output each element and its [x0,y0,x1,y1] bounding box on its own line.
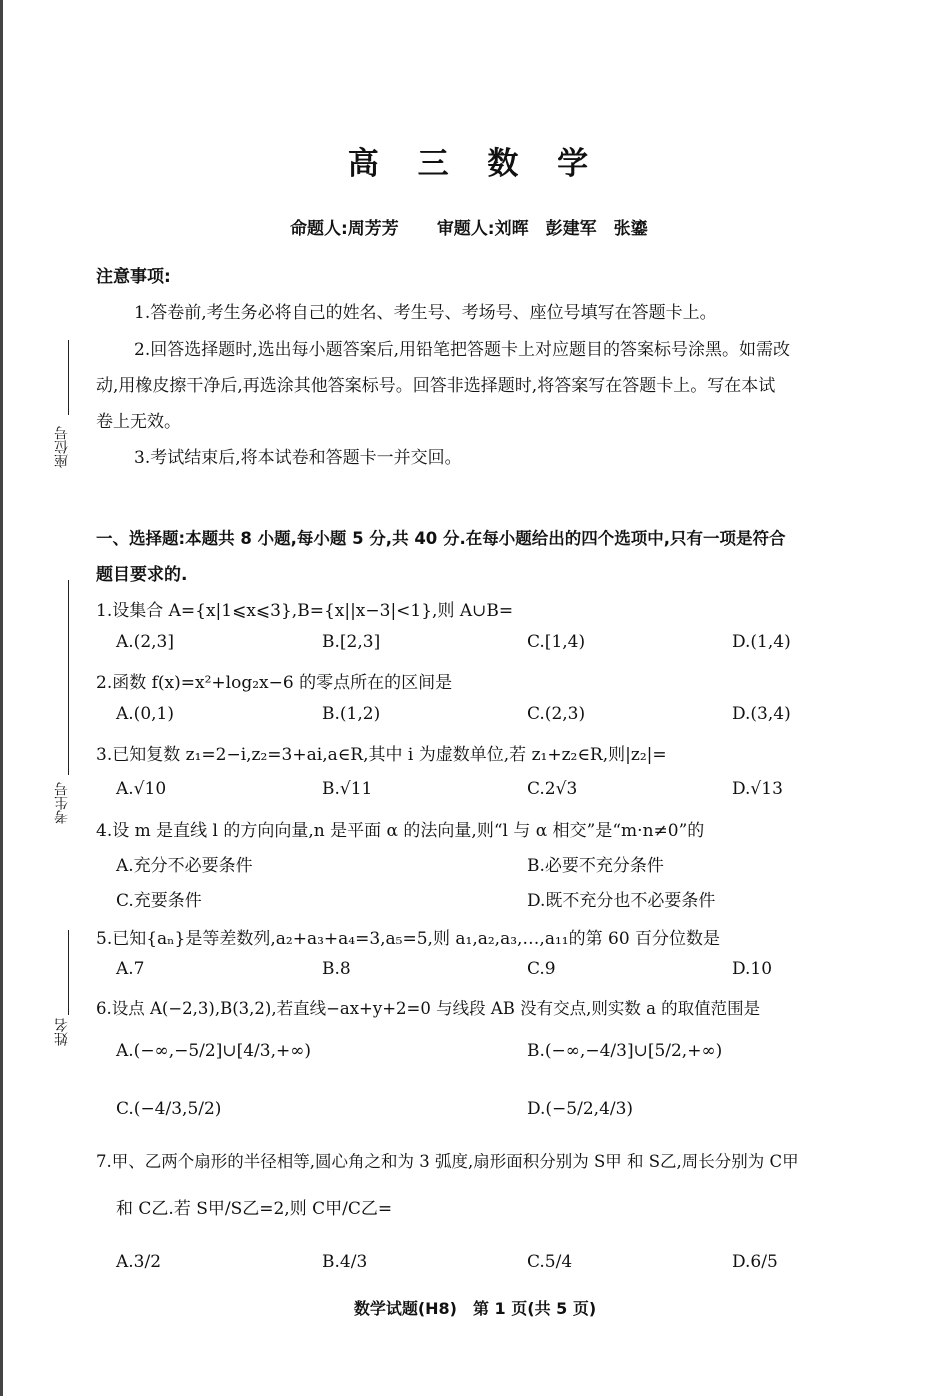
q1-option-a: A.(2,3] [116,632,174,652]
question-6-stem: 6.设点 A(−2,3),B(3,2),若直线−ax+y+2=0 与线段 AB 没有交点,则实数 a 的取值范围是 [96,999,761,1018]
margin-line-exam-no [68,580,69,775]
notice-item-2-line-3: 卷上无效。 [96,412,181,432]
page-footer: 数学试题(H8) 第 1 页(共 5 页) [353,1299,597,1318]
q7-option-b: B.4/3 [322,1252,368,1272]
composer: 命题人:周芳芳 [290,219,399,239]
margin-line-seat [68,340,69,415]
q7-option-d: D.6/5 [732,1252,778,1272]
notice-item-2-line-2: 动,用橡皮擦干净后,再选涂其他答案标号。回答非选择题时,将答案写在答题卡上。写在本试 [96,376,776,396]
authors-line [290,214,648,239]
question-7-stem-line-1: 7.甲、乙两个扇形的半径相等,圆心角之和为 3 弧度,扇形面积分别为 S甲 和 S乙,周长分别为 C甲 [96,1152,799,1171]
notice-item-3: 3.考试结束后,将本试卷和答题卡一并交回。 [134,448,462,468]
exam-title: 高 三 数 学 [347,146,603,182]
q4-option-d: D.既不充分也不必要条件 [527,891,716,911]
q6-option-d: D.(−5/2,4/3) [527,1099,634,1119]
q6-option-a: A.(−∞,−5/2]∪[4/3,+∞) [116,1041,312,1061]
q2-option-a: A.(0,1) [116,704,174,724]
section-heading-line-2: 题目要求的. [96,565,188,585]
margin-label-exam-no: 考生号 [54,782,70,824]
q1-option-d: D.(1,4) [732,632,791,652]
q5-option-c: C.9 [527,959,556,979]
question-4-stem: 4.设 m 是直线 l 的方向向量,n 是平面 α 的法向量,则“l 与 α 相交”是“m·n≠0”的 [96,821,705,841]
q4-option-c: C.充要条件 [116,891,202,911]
margin-label-seat: 座位号 [54,426,70,468]
notice-item-2-line-1: 2.回答选择题时,选出每小题答案后,用铅笔把答题卡上对应题目的答案标号涂黑。如需改 [134,340,791,360]
notice-item-1: 1.答卷前,考生务必将自己的姓名、考生号、考场号、座位号填写在答题卡上。 [134,303,717,323]
margin-line-name [68,930,69,1015]
question-3-stem: 3.已知复数 z₁=2−i,z₂=3+ai,a∈R,其中 i 为虚数单位,若 z₁+z₂∈R,则|z₂|= [96,745,667,765]
q6-option-c: C.(−4/3,5/2) [116,1099,222,1119]
q1-option-c: C.[1,4) [527,632,586,652]
question-1-stem: 1.设集合 A={x|1⩽x⩽3},B={x||x−3|<1},则 A∪B= [96,601,514,621]
reviewers: 审题人:刘晖 彭建军 张鎏 [436,219,648,239]
q6-option-b: B.(−∞,−4/3]∪[5/2,+∞) [527,1041,723,1061]
q7-option-a: A.3/2 [116,1252,162,1272]
q7-option-c: C.5/4 [527,1252,573,1272]
q2-option-d: D.(3,4) [732,704,791,724]
q2-option-c: C.(2,3) [527,704,586,724]
q3-option-a: A.√10 [116,779,167,799]
question-5-stem: 5.已知{aₙ}是等差数列,a₂+a₃+a₄=3,a₅=5,则 a₁,a₂,a₃,…,a₁₁的第 60 百分位数是 [96,929,721,949]
q3-option-c: C.2√3 [527,779,578,799]
q3-option-d: D.√13 [732,779,783,799]
q5-option-b: B.8 [322,959,351,979]
question-7-stem-line-2: 和 C乙.若 S甲/S乙=2,则 C甲/C乙= [116,1199,393,1219]
question-2-stem: 2.函数 f(x)=x²+log₂x−6 的零点所在的区间是 [96,673,453,693]
q1-option-b: B.[2,3] [322,632,381,652]
q4-option-a: A.充分不必要条件 [116,856,253,876]
margin-label-name: 姓名 [54,1018,70,1046]
notice-heading: 注意事项: [96,267,171,287]
q2-option-b: B.(1,2) [322,704,381,724]
scan-edge [0,0,3,1396]
q3-option-b: B.√11 [322,779,373,799]
section-heading-line-1: 一、选择题:本题共 8 小题,每小题 5 分,共 40 分.在每小题给出的四个选项中,只有一项是符合 [96,529,786,548]
q4-option-b: B.必要不充分条件 [527,856,664,876]
q5-option-d: D.10 [732,959,773,979]
q5-option-a: A.7 [116,959,145,979]
